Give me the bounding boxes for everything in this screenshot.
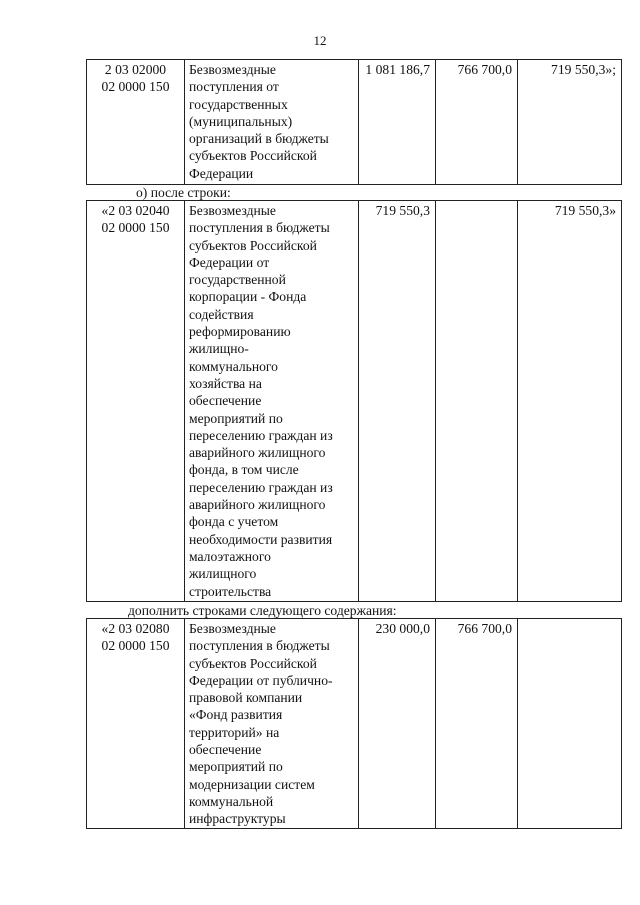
description-cell: Безвозмездные поступления в бюджеты субъектов Российской Федерации от публично- правовой компании «Фонд развития территорий» на обеспечение мероприятий по модернизации систем коммунальной инфраструктуры — [185, 619, 359, 829]
value-cell-2: 766 700,0 — [436, 60, 518, 185]
table-row — [87, 619, 622, 829]
budget-code-cell: «2 03 02040 02 0000 150 — [87, 201, 185, 602]
value-cell-1: 1 081 186,7 — [359, 60, 436, 185]
budget-table-3 — [86, 618, 622, 829]
page-number: 12 — [313, 33, 327, 48]
value-cell-3: 719 550,3»; — [518, 60, 622, 185]
budget-code-cell: «2 03 02080 02 0000 150 — [87, 619, 185, 829]
budget-table-2 — [86, 200, 622, 602]
value-cell-3: 719 550,3» — [518, 201, 622, 602]
budget-code-cell: 2 03 02000 02 0000 150 — [87, 60, 185, 185]
instruction-caption-1: о) после строки: — [136, 185, 231, 200]
description-cell: Безвозмездные поступления в бюджеты субъектов Российской Федерации от государственной корпорации - Фонда содействия реформированию жилищно- коммунального хозяйства на обеспечение мероприятий по переселению граждан из аварийного жилищного фонда, в том числе переселению граждан из аварийного жилищного фонда с учетом необходимости развития малоэтажного жилищного строительства — [185, 201, 359, 602]
table-row — [87, 60, 622, 185]
value-cell-1: 719 550,3 — [359, 201, 436, 602]
instruction-caption-2: дополнить строками следующего содержания: — [128, 603, 397, 618]
value-cell-1: 230 000,0 — [359, 619, 436, 829]
table-row — [87, 201, 622, 602]
value-cell-2 — [436, 201, 518, 602]
description-cell: Безвозмездные поступления от государственных (муниципальных) организаций в бюджеты субъектов Российской Федерации — [185, 60, 359, 185]
budget-table-1 — [86, 59, 622, 185]
value-cell-3 — [518, 619, 622, 829]
value-cell-2: 766 700,0 — [436, 619, 518, 829]
